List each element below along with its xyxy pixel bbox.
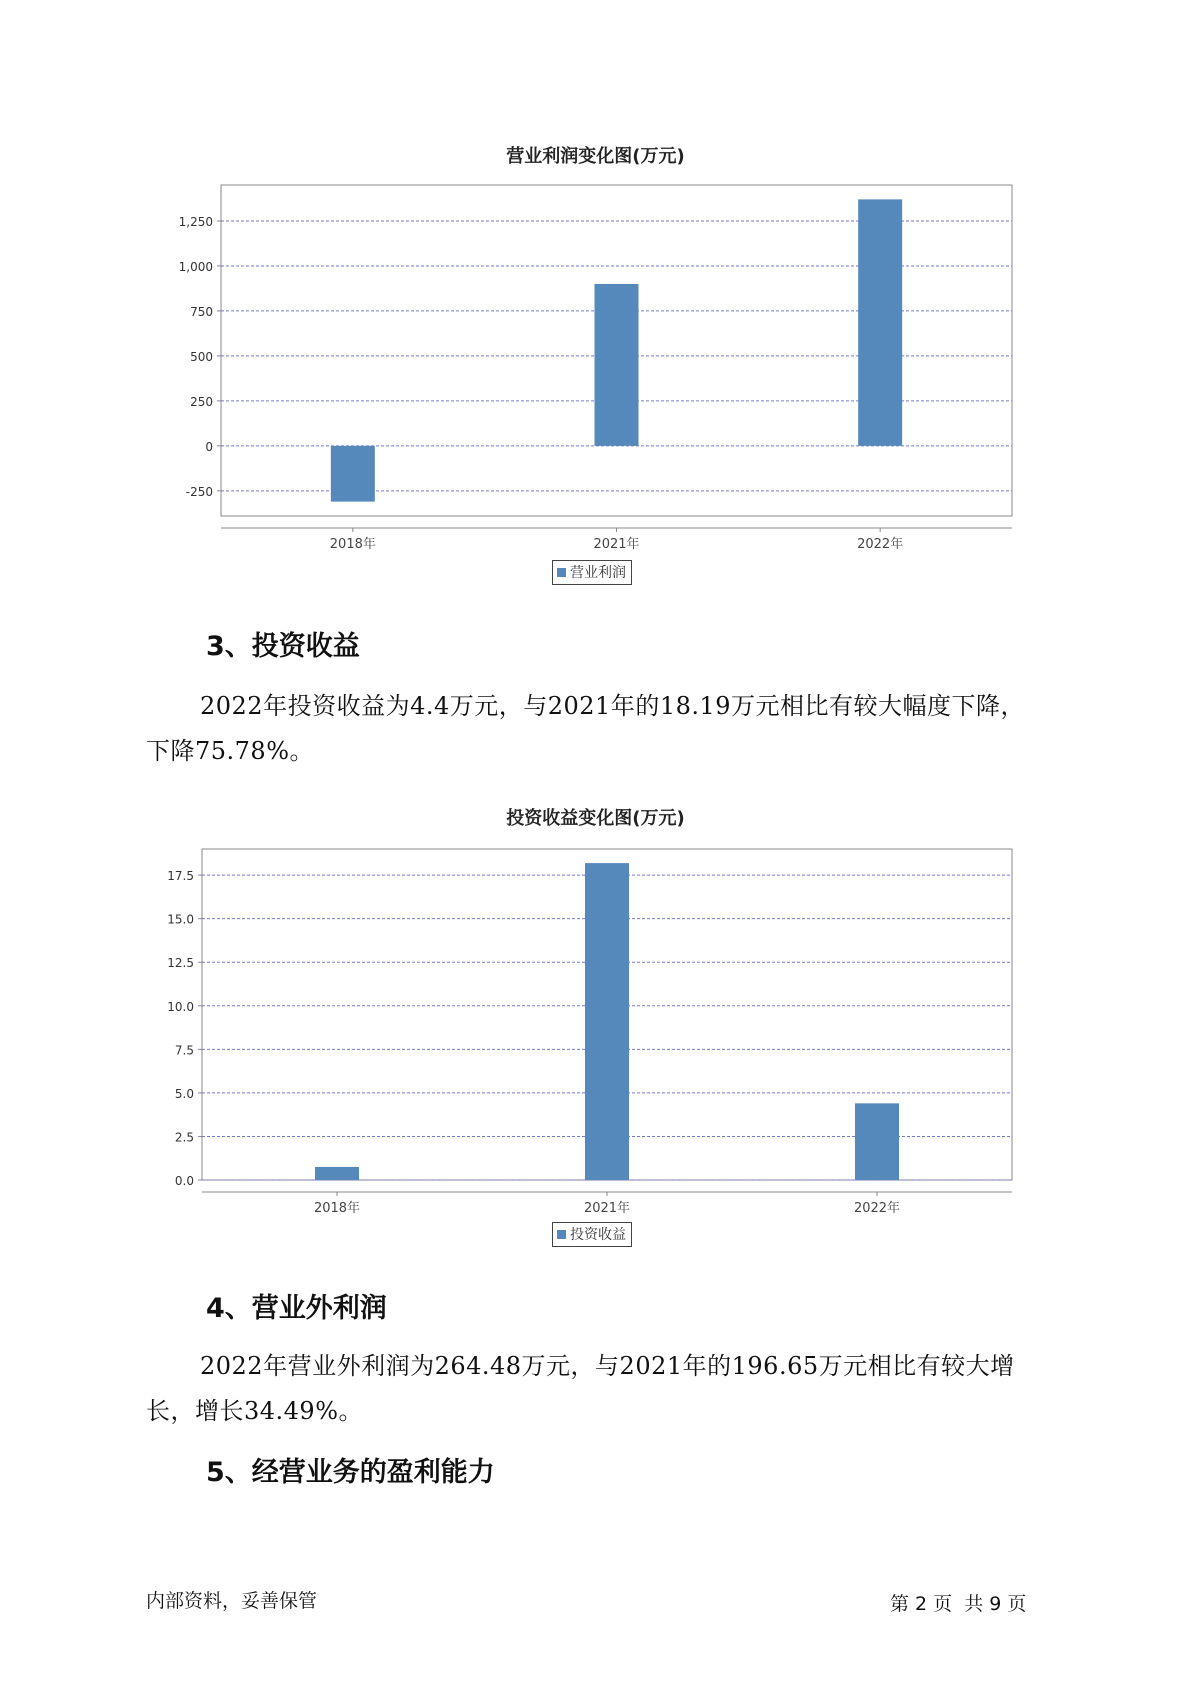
section-4-heading: 4、营业外利润 — [206, 1293, 387, 1324]
chart2-legend-label: 投资收益 — [570, 1227, 626, 1243]
x-tick-label: 2022年 — [857, 537, 904, 552]
section-3-paragraph: 2022年投资收益为4.4万元，与2021年的18.19万元相比有较大幅度下降，下降75.78%。 — [146, 692, 1026, 765]
section-3-heading: 3、投资收益 — [206, 631, 360, 662]
y-tick-label: 5.0 — [174, 1086, 194, 1101]
y-tick-label: 750 — [190, 304, 213, 319]
chart1-legend-label: 营业利润 — [570, 565, 626, 581]
y-tick-label: 12.5 — [167, 956, 194, 971]
section-5-heading: 5、经营业务的盈利能力 — [206, 1457, 495, 1488]
bar — [315, 1167, 359, 1180]
x-tick-label: 2022年 — [853, 1201, 901, 1216]
bar — [855, 1103, 899, 1180]
y-tick-label: 0 — [205, 439, 213, 454]
x-tick-label: 2021年 — [583, 1201, 631, 1216]
y-tick-label: 1,000 — [178, 259, 213, 274]
footer-confidential-note: 内部资料，妥善保管 — [146, 1590, 318, 1612]
y-tick-label: 0.0 — [174, 1174, 194, 1188]
y-tick-label: 17.5 — [167, 869, 194, 884]
y-tick-label: 15.0 — [167, 912, 194, 927]
bar — [585, 863, 629, 1180]
section-4-paragraph: 2022年营业外利润为264.48万元，与2021年的196.65万元相比有较大增长，增长34.49%。 — [146, 1352, 1015, 1425]
y-tick-label: -250 — [185, 484, 213, 499]
legend-swatch-icon — [557, 1230, 566, 1239]
x-tick-label: 2021年 — [593, 537, 640, 552]
y-tick-label: 1,250 — [178, 214, 213, 229]
x-tick-label: 2018年 — [329, 537, 376, 552]
footer-page-number: 第 2 页 共 9 页 — [890, 1593, 1027, 1615]
y-tick-label: 250 — [190, 394, 213, 409]
y-tick-label: 7.5 — [174, 1043, 194, 1058]
chart2-title: 投资收益变化图(万元) — [506, 808, 685, 829]
y-tick-label: 10.0 — [167, 999, 194, 1014]
y-tick-label: 2.5 — [174, 1130, 194, 1145]
chart2-legend — [552, 1222, 632, 1247]
chart1-title: 营业利润变化图(万元) — [506, 146, 685, 167]
y-tick-label: 500 — [190, 349, 213, 364]
x-tick-label: 2018年 — [313, 1201, 361, 1216]
